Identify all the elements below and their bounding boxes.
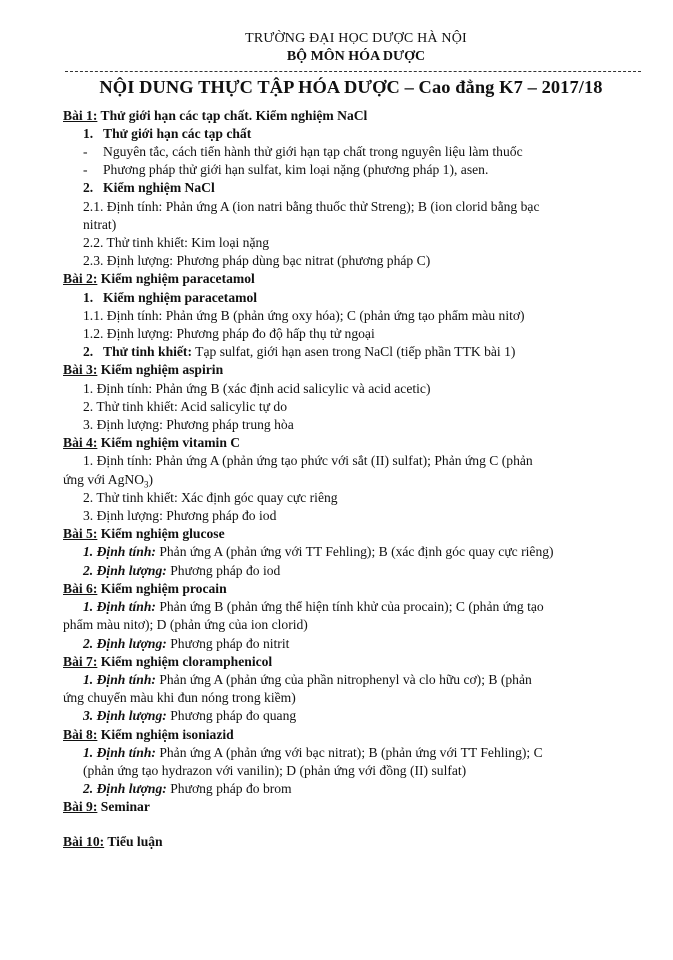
lesson-1-bullet-2: - Phương pháp thử giới hạn sulfat, kim loại nặng (phương pháp 1), asen.	[83, 162, 489, 178]
lesson-3-heading: Bài 3: Kiểm nghiệm aspirin	[63, 362, 224, 378]
spacer	[63, 817, 639, 833]
dashed-divider	[65, 71, 641, 72]
lesson-7-line-2: 3. Định lượng: Phương pháp đo quang	[83, 708, 297, 724]
lesson-2-heading: Bài 2: Kiểm nghiệm paracetamol	[63, 271, 255, 287]
lesson-5-line-1: 1. Định tính: Phản ứng A (phản ứng với TT Fehling); B (xác định góc quay cực riêng)	[83, 544, 554, 560]
lesson-3-line-3: 3. Định lượng: Phương pháp trung hòa	[83, 417, 294, 433]
lesson-1-line-2-1a: 2.1. Định tính: Phản ứng A (ion natri bằng thuốc thử Streng); B (ion clorid bằng bạc	[83, 198, 540, 214]
lesson-7-line-1a: 1. Định tính: Phản ứng A (phản ứng của phần nitrophenyl và clo hữu cơ); B (phản	[83, 671, 532, 687]
lesson-4-line-3: 3. Định lượng: Phương pháp đo iod	[83, 508, 277, 524]
lesson-1-heading: Bài 1: Thử giới hạn các tạp chất. Kiểm nghiệm NaCl	[63, 107, 368, 123]
lesson-8-line-1a: 1. Định tính: Phản ứng A (phản ứng với bạc nitrat); B (phản ứng với TT Fehling); C	[83, 744, 543, 760]
lesson-3-line-1: 1. Định tính: Phản ứng B (xác định acid salicylic và acid acetic)	[83, 380, 431, 396]
page-title: NỘI DUNG THỰC TẬP HÓA DƯỢC – Cao đẳng K7 – 2017/18	[99, 77, 603, 98]
lesson-4-line-1a: 1. Định tính: Phản ứng A (phản ứng tạo phức với sắt (II) sulfat); Phản ứng C (phản	[83, 453, 533, 469]
lesson-1-line-2-2: 2.2. Thử tinh khiết: Kim loại nặng	[83, 235, 270, 251]
lesson-8-heading: Bài 8: Kiểm nghiệm isoniazid	[63, 726, 234, 742]
lesson-1-sub-2: 2. Kiểm nghiệm NaCl	[83, 180, 215, 196]
department-name: BỘ MÔN HÓA DƯỢC	[286, 49, 426, 65]
lesson-6-line-2: 2. Định lượng: Phương pháp đo nitrit	[83, 635, 290, 651]
lesson-3-line-2: 2. Thử tinh khiết: Acid salicylic tự do	[83, 398, 288, 414]
lesson-1-line-2-3: 2.3. Định lượng: Phương pháp dùng bạc nitrat (phương pháp C)	[83, 253, 431, 269]
lesson-1-bullet-1: - Nguyên tắc, cách tiến hành thử giới hạn tạp chất trong nguyên liệu làm thuốc	[83, 144, 523, 160]
lesson-9-heading: Bài 9: Seminar	[63, 799, 150, 815]
lesson-8-line-2: 2. Định lượng: Phương pháp đo brom	[83, 781, 292, 797]
lesson-6-line-1b: phẩm màu nitơ); D (phản ứng của ion clorid)	[63, 617, 308, 633]
school-name: TRƯỜNG ĐẠI HỌC DƯỢC HÀ NỘI	[245, 31, 467, 46]
lesson-7-heading: Bài 7: Kiểm nghiệm cloramphenicol	[63, 653, 273, 669]
lesson-6-line-1a: 1. Định tính: Phản ứng B (phản ứng thể hiện tính khử của procain); C (phản ứng tạo	[83, 599, 544, 615]
lesson-2-sub-1: 1. Kiểm nghiệm paracetamol	[83, 289, 258, 305]
lesson-5-heading: Bài 5: Kiểm nghiệm glucose	[63, 526, 225, 542]
lesson-7-line-1b: ứng chuyển màu khi đun nóng trong kiềm)	[63, 690, 296, 706]
lesson-4-line-1b: ứng với AgNO$_3$)	[63, 471, 154, 490]
lesson-2-line-1-1: 1.1. Định tính: Phản ứng B (phản ứng oxy hóa); C (phản ứng tạo phẩm màu nitơ)	[83, 307, 525, 323]
lesson-1-line-2-1b: nitrat)	[83, 216, 117, 232]
lesson-5-line-2: 2. Định lượng: Phương pháp đo iod	[83, 562, 281, 578]
lesson-10-heading: Bài 10: Tiểu luận	[63, 833, 163, 849]
lesson-2-line-1-2: 1.2. Định lượng: Phương pháp đo độ hấp thụ tử ngoại	[83, 326, 375, 342]
lesson-4-heading: Bài 4: Kiểm nghiệm vitamin C	[63, 435, 241, 451]
lesson-4-line-2: 2. Thử tinh khiết: Xác định góc quay cực riêng	[83, 489, 338, 505]
lesson-2-sub-2: 2. Thử tinh khiết: Tạp sulfat, giới hạn asen trong NaCl (tiếp phần TTK bài 1)	[83, 344, 516, 360]
lesson-1-sub-1: 1. Thử giới hạn các tạp chất	[83, 125, 252, 141]
lesson-8-line-1b: (phản ứng tạo hydrazon với vanilin); D (phản ứng với đồng (II) sulfat)	[83, 762, 467, 778]
lesson-6-heading: Bài 6: Kiểm nghiệm procain	[63, 580, 227, 596]
